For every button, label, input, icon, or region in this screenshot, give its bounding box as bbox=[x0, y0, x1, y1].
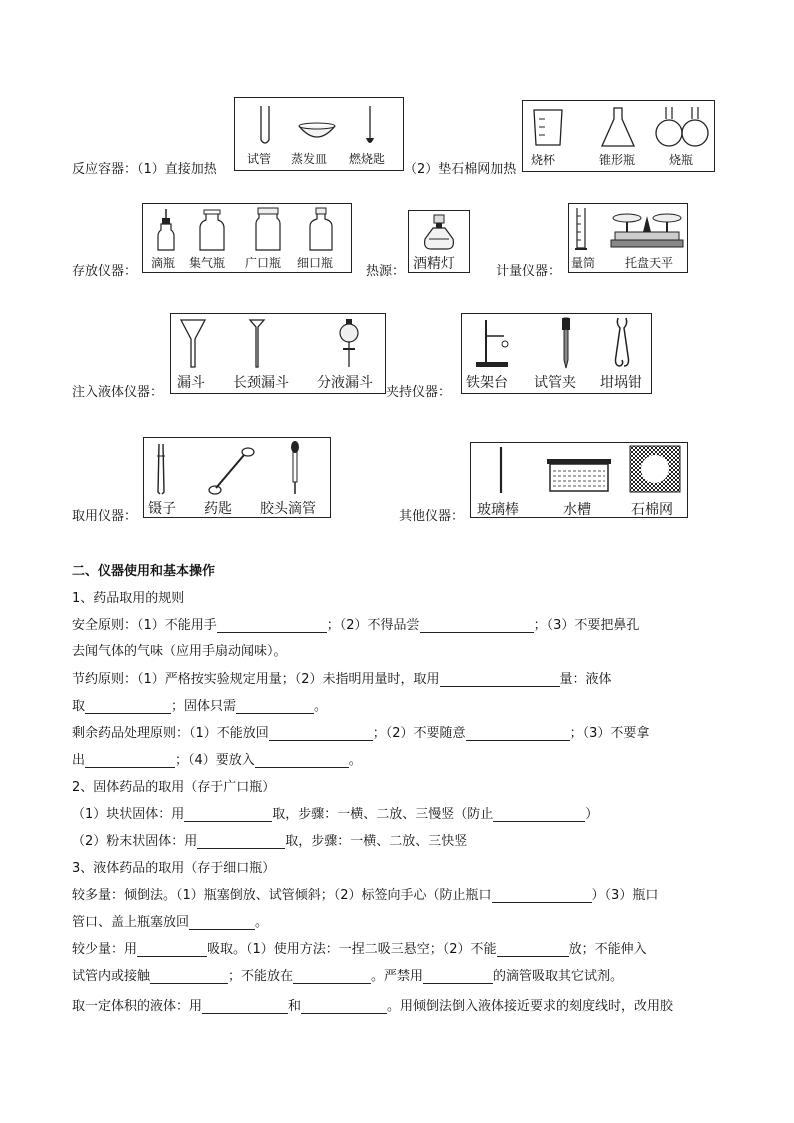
fixed-volume-line bbox=[72, 995, 673, 1014]
text-span: ；（3）不要拿 bbox=[569, 726, 650, 741]
text-span: 。 bbox=[314, 699, 328, 714]
holding-box bbox=[461, 313, 652, 394]
caption-dropper-bottle: 滴瓶 bbox=[151, 256, 176, 270]
text-span: 试管内或接触 bbox=[72, 969, 151, 984]
small-amount-line bbox=[72, 938, 647, 957]
text-span: ） bbox=[585, 807, 599, 822]
subheading-solid: 2、固体药品的取用（存于广口瓶） bbox=[72, 780, 276, 795]
text-span: 。严禁用 bbox=[371, 969, 424, 984]
blank-field[interactable] bbox=[150, 969, 228, 984]
text-span: 取一定体积的液体：用 bbox=[72, 999, 203, 1014]
iron-stand-icon bbox=[474, 318, 510, 368]
small-amount-line-2 bbox=[72, 965, 623, 984]
text-span: （2）粉末状固体：用 bbox=[72, 834, 198, 849]
text-span: 管口、盖上瓶塞放回 bbox=[72, 915, 190, 930]
dropper-icon bbox=[288, 440, 302, 496]
measure-box bbox=[568, 203, 688, 273]
caption-alcohol-lamp: 酒精灯 bbox=[413, 256, 455, 272]
taking-box bbox=[143, 437, 331, 518]
caption-water-trough: 水槽 bbox=[563, 502, 591, 518]
storage-box bbox=[142, 203, 352, 273]
text-span: ）（3）瓶口 bbox=[591, 888, 659, 903]
blank-field[interactable] bbox=[85, 753, 175, 768]
dropper-bottle-icon bbox=[155, 208, 177, 252]
text-span: 较少量：用 bbox=[72, 942, 138, 957]
blank-field[interactable] bbox=[137, 942, 207, 957]
storage-label: 存放仪器： bbox=[72, 264, 138, 279]
leftover-principle-line-2 bbox=[72, 749, 362, 768]
caption-evaporating-dish: 蒸发皿 bbox=[291, 152, 328, 166]
text-span: ；（4）要放入 bbox=[175, 753, 255, 768]
taking-label: 取用仪器： bbox=[72, 509, 138, 524]
blank-field[interactable] bbox=[301, 999, 387, 1014]
blank-field[interactable] bbox=[492, 888, 592, 903]
text-span: 剩余药品处理原则：（1）不能放回 bbox=[72, 726, 269, 741]
holding-label: 夹持仪器： bbox=[386, 385, 452, 400]
text-span: 取，步骤：一横、二放、三慢竖（防止 bbox=[272, 807, 494, 822]
text-span: 和 bbox=[288, 999, 302, 1014]
caption-glass-rod: 玻璃棒 bbox=[477, 502, 519, 518]
blank-field[interactable] bbox=[440, 672, 560, 687]
beaker-icon bbox=[531, 107, 565, 147]
text-span: 出 bbox=[72, 753, 86, 768]
text-span: 吸取。（1）使用方法：一捏二吸三悬空；（2）不能 bbox=[207, 942, 497, 957]
asbestos-gauze-icon bbox=[629, 445, 681, 493]
text-span: ；（2）不得品尝 bbox=[326, 618, 420, 633]
caption-test-tube: 试管 bbox=[247, 152, 272, 166]
direct-heating-box bbox=[234, 97, 404, 171]
heat-source-box bbox=[408, 210, 470, 273]
blank-field[interactable] bbox=[85, 699, 171, 714]
safety-principle-line-2: 去闻气体的气味（应用手扇动闻味）。 bbox=[72, 644, 287, 659]
text-span: 取，步骤：一横、二放、三快竖 bbox=[285, 834, 468, 849]
alcohol-lamp-icon bbox=[421, 213, 457, 251]
subheading-liquid: 3、液体药品的取用（存于细口瓶） bbox=[72, 861, 276, 876]
crucible-tongs-icon bbox=[612, 316, 632, 370]
text-span: 的滴管吸取其它试剂。 bbox=[493, 969, 624, 984]
heat-source-label: 热源： bbox=[366, 264, 406, 279]
caption-narrow-mouth-bottle: 细口瓶 bbox=[297, 256, 334, 270]
text-span: 量：液体 bbox=[559, 672, 612, 687]
glass-rod-icon bbox=[497, 445, 505, 495]
section-heading: 二、仪器使用和基本操作 bbox=[72, 564, 216, 579]
text-span: （1）块状固体：用 bbox=[72, 807, 185, 822]
blank-field[interactable] bbox=[497, 942, 569, 957]
caption-round-flask: 烧瓶 bbox=[669, 153, 694, 167]
tweezers-icon bbox=[154, 442, 168, 496]
caption-funnel: 漏斗 bbox=[177, 375, 205, 391]
large-amount-line-2 bbox=[72, 911, 268, 930]
text-span: ；（2）不要随意 bbox=[372, 726, 466, 741]
text-span: ；不能放在 bbox=[228, 969, 294, 984]
test-tube-clamp-icon bbox=[558, 316, 574, 370]
text-span: ；（3）不要把鼻孔 bbox=[533, 618, 640, 633]
caption-tweezers: 镊子 bbox=[148, 501, 176, 517]
blank-field[interactable] bbox=[293, 969, 371, 984]
inject-liquid-box bbox=[170, 313, 386, 394]
gas-jar-icon bbox=[197, 208, 227, 252]
caption-balance: 托盘天平 bbox=[625, 256, 674, 270]
text-span: 。 bbox=[255, 915, 269, 930]
asbestos-heating-box bbox=[522, 100, 715, 172]
test-tube-icon bbox=[257, 104, 273, 148]
subheading-drug-rules: 1、药品取用的规则 bbox=[72, 591, 185, 606]
inject-liquid-label: 注入液体仪器： bbox=[72, 385, 164, 400]
medicine-spoon-icon bbox=[208, 444, 258, 496]
powder-solid-line bbox=[72, 830, 467, 849]
other-label: 其他仪器： bbox=[399, 509, 465, 524]
caption-asbestos-gauze: 石棉网 bbox=[631, 502, 673, 518]
caption-separatory-funnel: 分液漏斗 bbox=[317, 375, 373, 391]
reaction-vessels-label: 反应容器：（1）直接加热 bbox=[72, 162, 217, 177]
caption-combustion-spoon: 燃烧匙 bbox=[349, 152, 386, 166]
water-trough-icon bbox=[545, 457, 613, 493]
measure-label: 计量仪器： bbox=[496, 264, 562, 279]
caption-long-neck-funnel: 长颈漏斗 bbox=[233, 375, 289, 391]
balance-scale-icon bbox=[609, 206, 685, 250]
blank-field[interactable] bbox=[236, 699, 314, 714]
blank-field[interactable] bbox=[202, 999, 288, 1014]
lump-solid-line bbox=[72, 803, 598, 822]
funnel-icon bbox=[179, 317, 207, 369]
blank-field[interactable] bbox=[255, 753, 349, 768]
conical-flask-icon bbox=[599, 105, 637, 149]
round-flask-icon bbox=[655, 105, 711, 149]
caption-medicine-spoon: 药匙 bbox=[204, 501, 232, 517]
blank-field[interactable] bbox=[269, 726, 373, 741]
combustion-spoon-icon bbox=[363, 104, 377, 148]
text-span: ；固体只需 bbox=[171, 699, 237, 714]
evaporating-dish-icon bbox=[297, 122, 337, 144]
caption-test-tube-clamp: 试管夹 bbox=[534, 375, 576, 391]
text-span: 节约原则：（1）严格按实验规定用量；（2）未指明用量时，取用 bbox=[72, 672, 440, 687]
caption-conical-flask: 锥形瓶 bbox=[599, 153, 636, 167]
long-neck-funnel-icon bbox=[247, 317, 267, 369]
blank-field[interactable] bbox=[423, 969, 493, 984]
text-span: 放；不能伸入 bbox=[568, 942, 647, 957]
narrow-mouth-bottle-icon bbox=[307, 206, 335, 252]
saving-principle-line bbox=[72, 668, 612, 687]
blank-field[interactable] bbox=[189, 915, 255, 930]
separatory-funnel-icon bbox=[337, 317, 361, 369]
text-span: 安全原则：（1）不能用手 bbox=[72, 618, 217, 633]
asbestos-heating-label: （2）垫石棉网加热 bbox=[404, 162, 517, 177]
graduated-cylinder-icon bbox=[573, 206, 589, 252]
other-box bbox=[470, 442, 688, 518]
text-span: 。 bbox=[348, 753, 362, 768]
blank-field[interactable] bbox=[420, 618, 534, 633]
saving-principle-line-2 bbox=[72, 695, 327, 714]
caption-graduated-cylinder: 量筒 bbox=[571, 256, 596, 270]
blank-field[interactable] bbox=[493, 807, 585, 822]
blank-field[interactable] bbox=[466, 726, 570, 741]
caption-gas-jar: 集气瓶 bbox=[189, 256, 226, 270]
caption-beaker: 烧杯 bbox=[531, 153, 556, 167]
leftover-principle-line bbox=[72, 722, 649, 741]
large-amount-line bbox=[72, 884, 658, 903]
blank-field[interactable] bbox=[197, 834, 285, 849]
blank-field[interactable] bbox=[184, 807, 272, 822]
caption-crucible-tongs: 坩埚钳 bbox=[600, 375, 642, 391]
text-span: 取 bbox=[72, 699, 86, 714]
text-span: 较多量：倾倒法。（1）瓶塞倒放、试管倾斜；（2）标签向手心（防止瓶口 bbox=[72, 888, 492, 903]
text-span: 。用倾倒法倒入液体接近要求的刻度线时，改用胶 bbox=[387, 999, 674, 1014]
caption-iron-stand: 铁架台 bbox=[466, 375, 508, 391]
caption-dropper: 胶头滴管 bbox=[260, 501, 316, 517]
caption-wide-mouth-bottle: 广口瓶 bbox=[245, 256, 282, 270]
safety-principle-line bbox=[72, 614, 639, 633]
blank-field[interactable] bbox=[217, 618, 327, 633]
wide-mouth-bottle-icon bbox=[253, 206, 283, 252]
